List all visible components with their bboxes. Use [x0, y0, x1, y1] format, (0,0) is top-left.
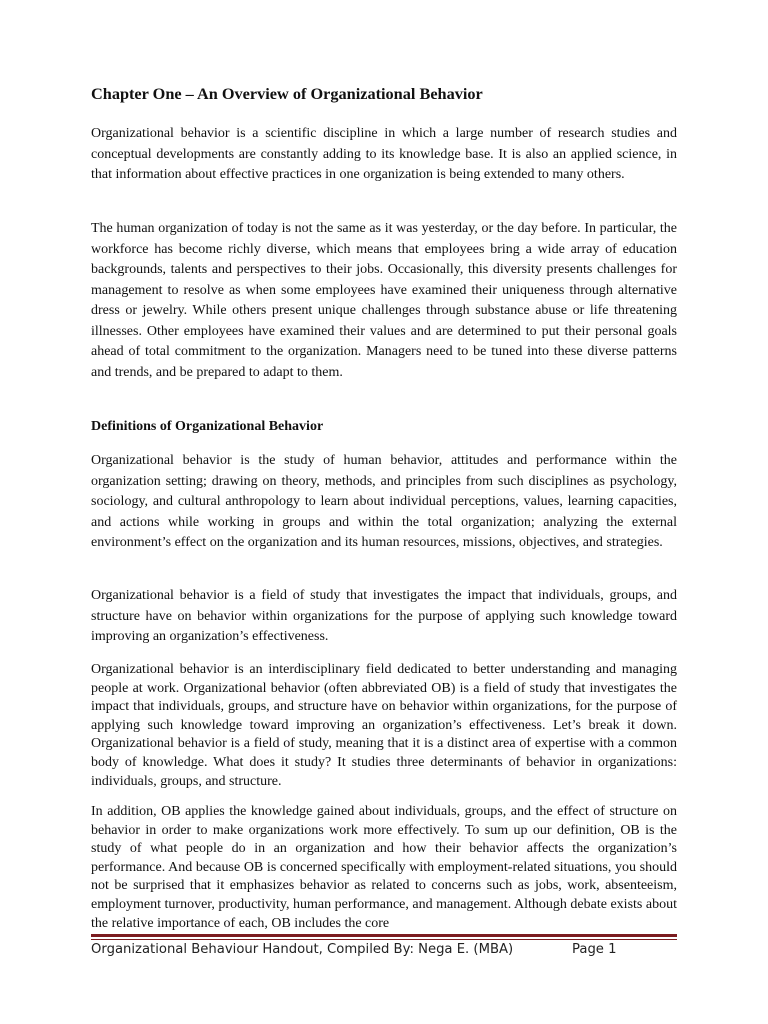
footer-text: Organizational Behaviour Handout, Compiled By: Nega E. (MBA) [91, 942, 514, 957]
page-number: Page 1 [572, 942, 617, 957]
section-heading: Definitions of Organizational Behavior [91, 419, 324, 434]
intro-paragraph-2: The human organization of today is not the same as it was yesterday, or the day before. In particular, the workforce has become richly diverse, which means that employees bring a wide array of education backgrounds, talents and perspectives to their jobs. Occasionally, this diversity presents challenges for management to resolve as when some employees have examined their uniqueness through alternative dress or jewelry. While others present unique challenges through substance abuse or life threatening illnesses. Other employees have examined their values and are determined to put their personal goals ahead of total commitment to the organization. Managers need to be tuned into these diverse patterns and trends, and be prepared to adapt to them. [91, 221, 677, 380]
definition-paragraph-2: Organizational behavior is a field of study that investigates the impact that individuals, groups, and structure have on behavior within organizations for the purpose of applying such knowledge toward improving an organization’s effectiveness. [91, 588, 677, 644]
footer-rule [91, 934, 677, 937]
footer-rule-thin [91, 939, 677, 940]
chapter-title: Chapter One – An Overview of Organizational Behavior [91, 84, 483, 103]
definition-paragraph-4: In addition, OB applies the knowledge gained about individuals, groups, and the effect of structure on behavior in order to make organizations work more effectively. To sum up our definition, OB is the study of what people do in an organization and how their behavior affects the organization’s performance. And because OB is concerned specifically with employment-related situations, you should not be surprised that it emphasizes behavior as related to concerns such as jobs, work, absenteeism, employment turnover, productivity, human performance, and management. Although debate exists about the relative importance of each, OB includes the core [91, 804, 677, 931]
definition-paragraph-1: Organizational behavior is the study of human behavior, attitudes and performance within the organization setting; drawing on theory, methods, and principles from such disciplines as psychology, sociology, and cultural anthropology to learn about individual perceptions, values, learning capacities, and actions while working in groups and within the total organization; analyzing the external environment’s effect on the organization and its human resources, missions, objectives, and strategies. [91, 453, 677, 550]
document-page [91, 0, 677, 1024]
definition-paragraph-3: Organizational behavior is an interdisciplinary field dedicated to better understanding and managing people at work. Organizational behavior (often abbreviated OB) is a field of study that investigates the impact that individuals, groups, and structure have on behavior within organizations, for the purpose of applying such knowledge toward improving an organization’s effectiveness. Let’s break it down. Organizational behavior is a field of study, meaning that it is a distinct area of expertise with a common body of knowledge. What does it study? It studies three determinants of behavior in organizations: individuals, groups, and structure. [91, 662, 677, 789]
intro-paragraph-1: Organizational behavior is a scientific discipline in which a large number of research studies and conceptual developments are constantly adding to its knowledge base. It is also an applied science, in that information about effective practices in one organization is being extended to many others. [91, 126, 677, 182]
